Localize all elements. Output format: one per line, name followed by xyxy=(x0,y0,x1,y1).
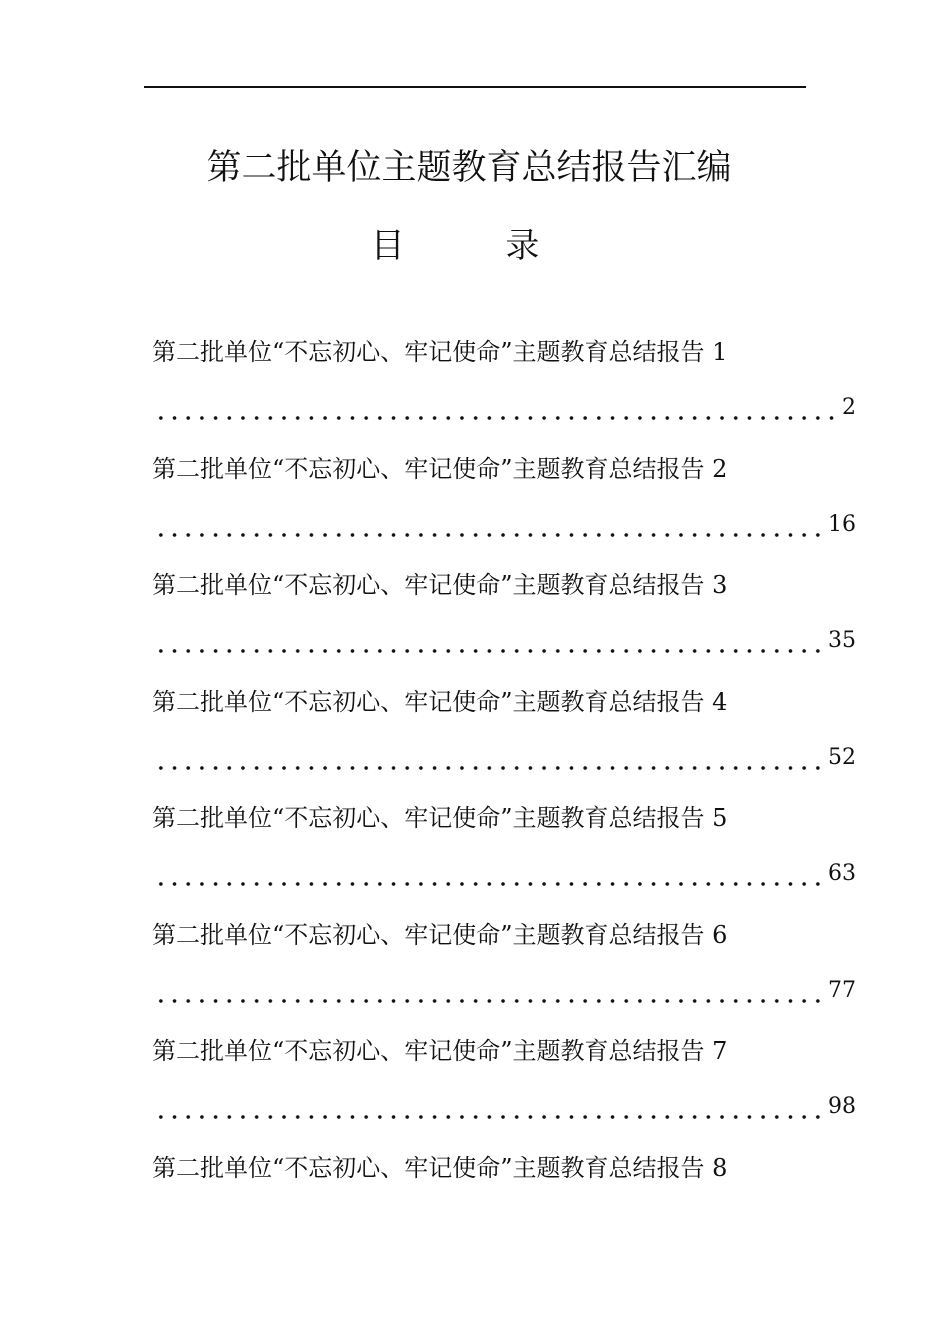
toc-entry-title[interactable]: 第二批单位“不忘初心、牢记使命”主题教育总结报告 6 xyxy=(152,920,728,949)
toc-entry[interactable] xyxy=(152,555,858,672)
toc-page-number[interactable]: 98 xyxy=(828,1094,856,1119)
toc-dot-leader xyxy=(152,1095,824,1123)
toc-entry-title[interactable]: 第二批单位“不忘初心、牢记使命”主题教育总结报告 7 xyxy=(152,1037,728,1065)
toc-leader-row xyxy=(152,850,856,890)
toc-dot-leader xyxy=(152,746,824,774)
toc-leader-row xyxy=(152,501,856,541)
toc-leader-row xyxy=(152,384,856,424)
toc-page-number[interactable]: 52 xyxy=(828,744,856,770)
document-title: 第二批单位主题教育总结报告汇编 xyxy=(206,148,732,188)
toc-entry[interactable] xyxy=(152,322,858,439)
toc-dot-leader xyxy=(152,979,824,1007)
toc-leader-row xyxy=(152,734,856,774)
toc-page-number[interactable]: 16 xyxy=(828,511,856,537)
header-rule xyxy=(144,86,806,88)
toc-page-number[interactable]: 2 xyxy=(842,395,856,420)
toc-entry[interactable] xyxy=(152,672,858,789)
toc-entry-title[interactable]: 第二批单位“不忘初心、牢记使命”主题教育总结报告 5 xyxy=(152,804,728,832)
toc-entry[interactable] xyxy=(152,1021,858,1138)
toc-entry-title[interactable]: 第二批单位“不忘初心、牢记使命”主题教育总结报告 8 xyxy=(152,1153,728,1182)
toc-entry-title[interactable]: 第二批单位“不忘初心、牢记使命”主题教育总结报告 4 xyxy=(152,687,728,716)
toc-leader-row xyxy=(152,1083,856,1123)
toc-page-number[interactable]: 63 xyxy=(828,861,856,886)
toc-dot-leader xyxy=(152,513,824,541)
toc-entry-title[interactable]: 第二批单位“不忘初心、牢记使命”主题教育总结报告 1 xyxy=(152,338,728,366)
toc-leader-row xyxy=(152,967,856,1007)
toc-page-number[interactable]: 77 xyxy=(828,977,856,1003)
toc-heading: 目 录 xyxy=(370,226,568,266)
toc-entry[interactable] xyxy=(152,439,858,556)
toc-page-number[interactable]: 35 xyxy=(828,628,856,653)
toc-entry[interactable] xyxy=(152,788,858,905)
toc-list xyxy=(152,322,858,1254)
toc-dot-leader xyxy=(152,629,824,657)
toc-dot-leader xyxy=(152,396,838,424)
toc-entry[interactable] xyxy=(152,905,858,1022)
toc-dot-leader xyxy=(152,862,824,890)
toc-entry-title[interactable]: 第二批单位“不忘初心、牢记使命”主题教育总结报告 3 xyxy=(152,571,728,599)
toc-entry-title[interactable]: 第二批单位“不忘初心、牢记使命”主题教育总结报告 2 xyxy=(152,454,728,483)
toc-entry[interactable] xyxy=(152,1138,858,1255)
toc-leader-row xyxy=(152,617,856,657)
